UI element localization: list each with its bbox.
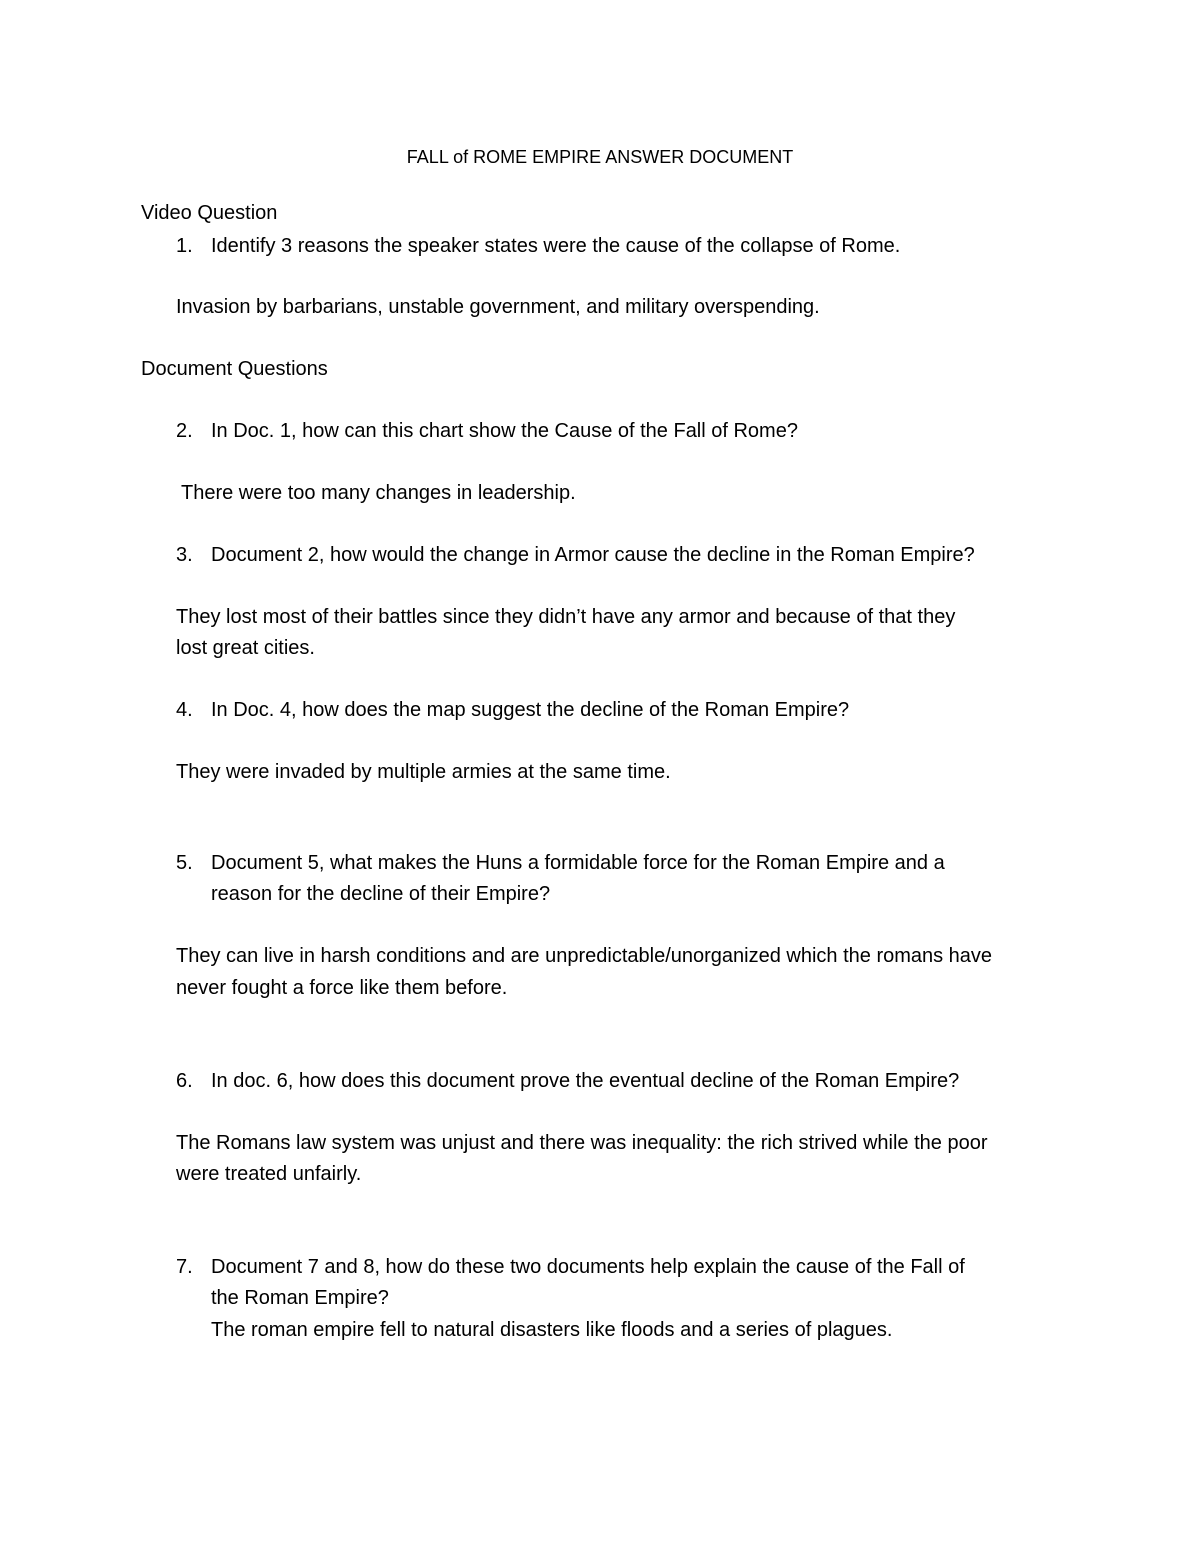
question-6-text: In doc. 6, how does this document prove the eventual decline of the Roman Empire? (211, 1070, 960, 1092)
question-5-line-1: Document 5, what makes the Huns a formidable force for the Roman Empire and a (211, 852, 945, 874)
answer-6-line-1: The Romans law system was unjust and there was inequality: the rich strived while the poor (176, 1132, 988, 1154)
question-4-text: In Doc. 4, how does the map suggest the decline of the Roman Empire? (211, 699, 850, 721)
video-section-heading: Video Question (141, 202, 278, 224)
answer-5-line-1: They can live in harsh conditions and are unpredictable/unorganized which the romans have (176, 945, 993, 967)
question-6-number: 6. (176, 1070, 193, 1092)
document-title: FALL of ROME EMPIRE ANSWER DOCUMENT (406, 147, 794, 167)
question-3-number: 3. (176, 544, 193, 566)
answer-1-text: Invasion by barbarians, unstable government, and military overspending. (176, 296, 820, 318)
question-2-number: 2. (176, 420, 193, 442)
question-7-number: 7. (176, 1256, 193, 1278)
answer-6-line-2: were treated unfairly. (176, 1163, 362, 1185)
answer-3-line-2: lost great cities. (176, 637, 315, 659)
answer-4-text: They were invaded by multiple armies at the same time. (176, 761, 671, 783)
question-5-line-2: reason for the decline of their Empire? (211, 883, 551, 905)
question-2-text: In Doc. 1, how can this chart show the Cause of the Fall of Rome? (211, 420, 798, 442)
question-4-number: 4. (176, 699, 193, 721)
question-7-line-2: the Roman Empire? (211, 1287, 389, 1309)
question-1-number: 1. (176, 235, 193, 257)
question-3-text: Document 2, how would the change in Armor cause the decline in the Roman Empire? (211, 544, 975, 566)
document-section-heading: Document Questions (141, 358, 328, 380)
question-1-text: Identify 3 reasons the speaker states were the cause of the collapse of Rome. (211, 235, 901, 257)
answer-5-line-2: never fought a force like them before. (176, 977, 508, 999)
answer-7-text: The roman empire fell to natural disasters like floods and a series of plagues. (211, 1319, 893, 1341)
question-7-line-1: Document 7 and 8, how do these two documents help explain the cause of the Fall of (211, 1256, 965, 1278)
question-5-number: 5. (176, 852, 193, 874)
answer-2-text: There were too many changes in leadership. (181, 482, 576, 504)
answer-3-line-1: They lost most of their battles since they didn’t have any armor and because of that they (176, 606, 956, 628)
